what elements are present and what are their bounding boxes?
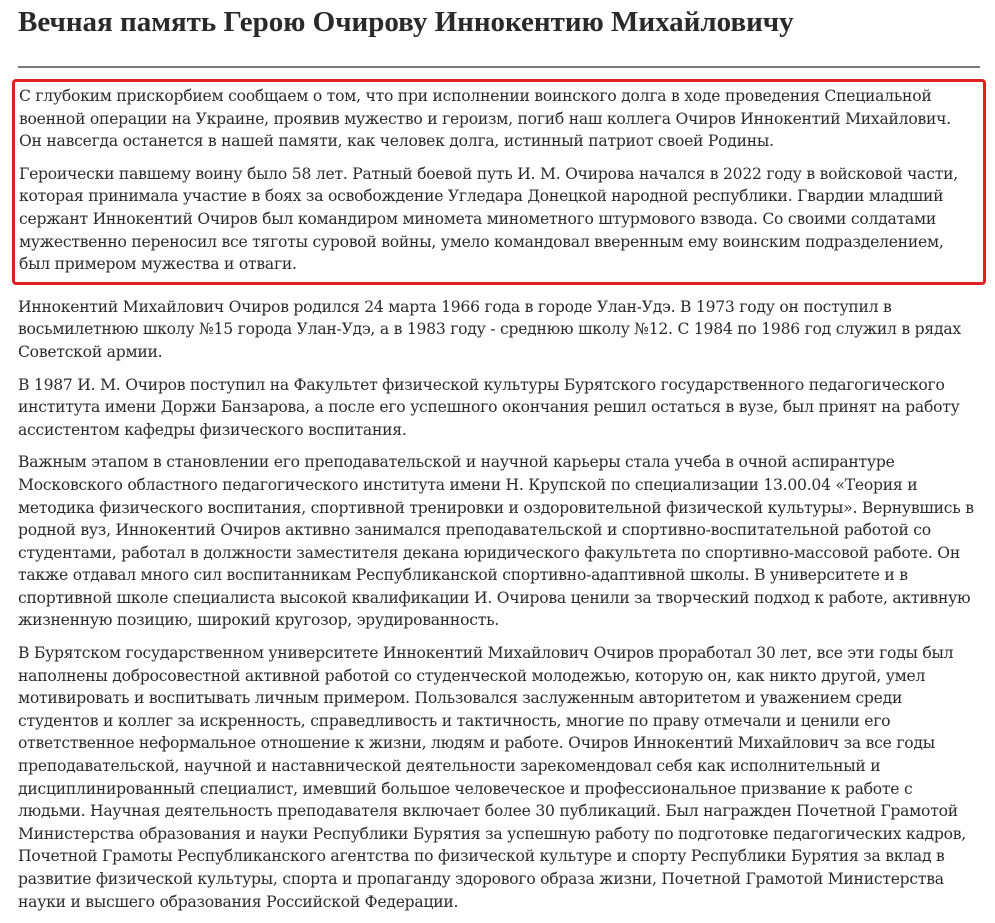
page-title: Вечная память Герою Очирову Иннокентию Михайловичу [18, 6, 794, 38]
highlighted-paragraph: С глубоким прискорбием сообщаем о том, что при исполнении воинского долга в ходе проведения Специальной военной операции на Украине, проявив мужество и героизм, погиб наш коллега Очиров Иннокентий Михайлович. Он навсегда останется в нашей памяти, как человек долга, истинный патриот своей Родины. [19, 87, 951, 151]
body-paragraph: Иннокентий Михайлович Очиров родился 24 марта 1966 года в городе Улан-Удэ. В 1973 году он поступил в восьмилетнюю школу №15 города Улан-Удэ, а в 1983 году - среднюю школу №12. С 1984 по 1986 год служил в рядах Советской армии. [18, 297, 961, 361]
body-paragraph: В Бурятском государственном университете Иннокентий Михайлович Очиров проработал 30 лет, все эти годы был наполнены добросовестной активной работой со студенческой молодежью, которую он, как никто другой, умел мотивировать и воспитывать личным примером. Пользовался заслуженным авторитетом и уважением среди студентов и коллег за искренность, справедливость и тактичность, многие по праву отмечали и ценили его ответственное неформальное отношение к жизни, людям и работе. Очиров Иннокентий Михайлович за все годы преподавательской, научной и наставнической деятельности зарекомендовал себя как исполнительный и дисциплинированный специалист, имевший большое человеческое и профессиональное призвание к работе с людьми. Научная деятельность преподавателя включает более 30 публикаций. Был награжден Почетной Грамотой Министерства образования и науки Республики Бурятия за успешную работу по подготовке педагогических кадров, Почетной Грамоты Республиканского агентства по физической культуре и спорту Республики Бурятия за вклад в развитие физической культуры, спорта и пропаганду здорового образа жизни, Почетной Грамотой Министерства науки и высшего образования Российской Федерации. [18, 644, 967, 911]
highlighted-paragraph: Героически павшему воину было 58 лет. Ратный боевой путь И. М. Очирова начался в 2022 году в войсковой части, которая принимала участие в боях за освобождение Угледара Донецкой народной республики. Гвардии младший сержант Иннокентий Очиров был командиром миномета минометного штурмового взвода. Со своими солдатами мужественно переносил все тяготы суровой войны, умело командовал вверенным ему воинским подразделением, был примером мужества и отваги. [19, 164, 958, 274]
title-divider [18, 66, 980, 68]
body-paragraph: В 1987 И. М. Очиров поступил на Факультет физической культуры Бурятского государственного педагогического института имени Доржи Банзарова, а после его успешного окончания решил остаться в вузе, был принят на работу ассистентом кафедры физического воспитания. [18, 375, 960, 439]
body-paragraph: Важным этапом в становлении его преподавательской и научной карьеры стала учеба в очной аспирантуре Московского областного педагогического института имени Н. Крупской по специализации 13.00.04 «Теория и методика физического воспитания, спортивной тренировки и оздоровительной физической культуры». Вернувшись в родной вуз, Иннокентий Очиров активно занимался преподавательской и спортивно-воспитательной работой со студентами, работал в должности заместителя декана юридического факультета по спортивно-массовой работе. Он также отдавал много сил воспитанникам Республиканской спортивно-адаптивной школы. В университете и в спортивной школе специалиста высокой квалификации И. Очирова ценили за творческий подход к работе, активную жизненную позицию, широкий кругозор, эрудированность. [18, 453, 974, 630]
highlighted-block [12, 79, 986, 285]
article-body [18, 296, 980, 913]
article [18, 0, 980, 923]
